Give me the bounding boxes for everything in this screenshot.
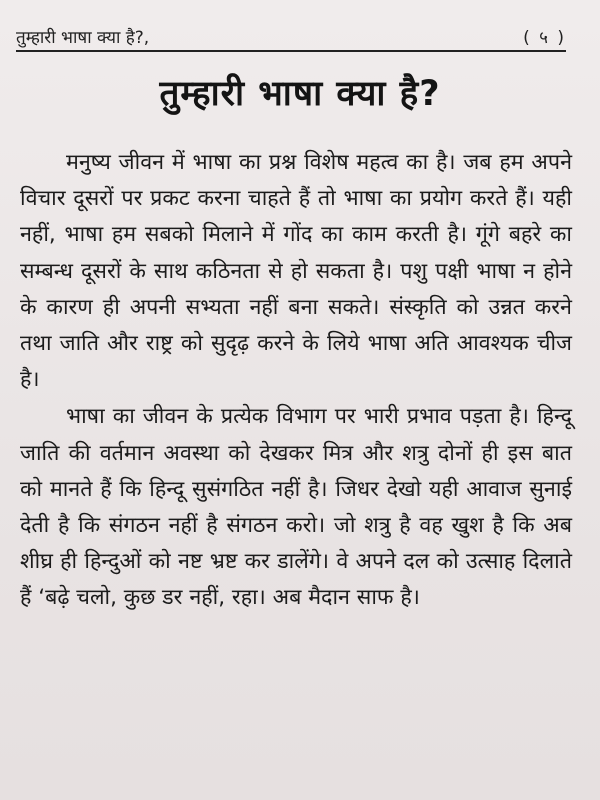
running-header <box>16 24 566 52</box>
body-text <box>20 145 572 617</box>
page-number: ( ५ ) <box>523 28 566 48</box>
running-header-title: तुम्हारी भाषा क्या है?, <box>16 28 150 48</box>
page-title: तुम्हारी भाषा क्या है? <box>159 74 441 114</box>
paragraph-1: मनुष्य जीवन में भाषा का प्रश्न विशेष महत्व का है। जब हम अपने विचार दूसरों पर प्रकट करना चाहते हैं तो भाषा का प्रयोग करते हैं। यही नहीं, भाषा हम सबको मिलाने में गोंद का काम करती है। गूंगे बहरे का सम्बन्ध दूसरों के साथ कठिनता से हो सकता है। पशु पक्षी भाषा न होने के कारण ही अपनी सभ्यता नहीं बना सकते। संस्कृति को उन्नत करने तथा जाति और राष्ट्र को सुदृढ़ करने के लिये भाषा अति आवश्यक चीज है। <box>20 150 572 393</box>
paragraph-2: भाषा का जीवन के प्रत्येक विभाग पर भारी प्रभाव पड़ता है। हिन्दू जाति की वर्तमान अवस्था को देखकर मित्र और शत्रु दोनों ही इस बात को मानते हैं कि हिन्दू सुसंगठित नहीं है। जिधर देखो यही आवाज सुनाई देती है कि संगठन नहीं है संगठन करो। जो शत्रु है वह खुश है कि अब शीघ्र ही हिन्दुओं को नष्ट भ्रष्ट कर डालेंगे। वे अपने दल को उत्साह दिलाते हैं ‘बढ़े चलो, कुछ डर नहीं, रहा। अब मैदान साफ है। <box>20 404 572 611</box>
